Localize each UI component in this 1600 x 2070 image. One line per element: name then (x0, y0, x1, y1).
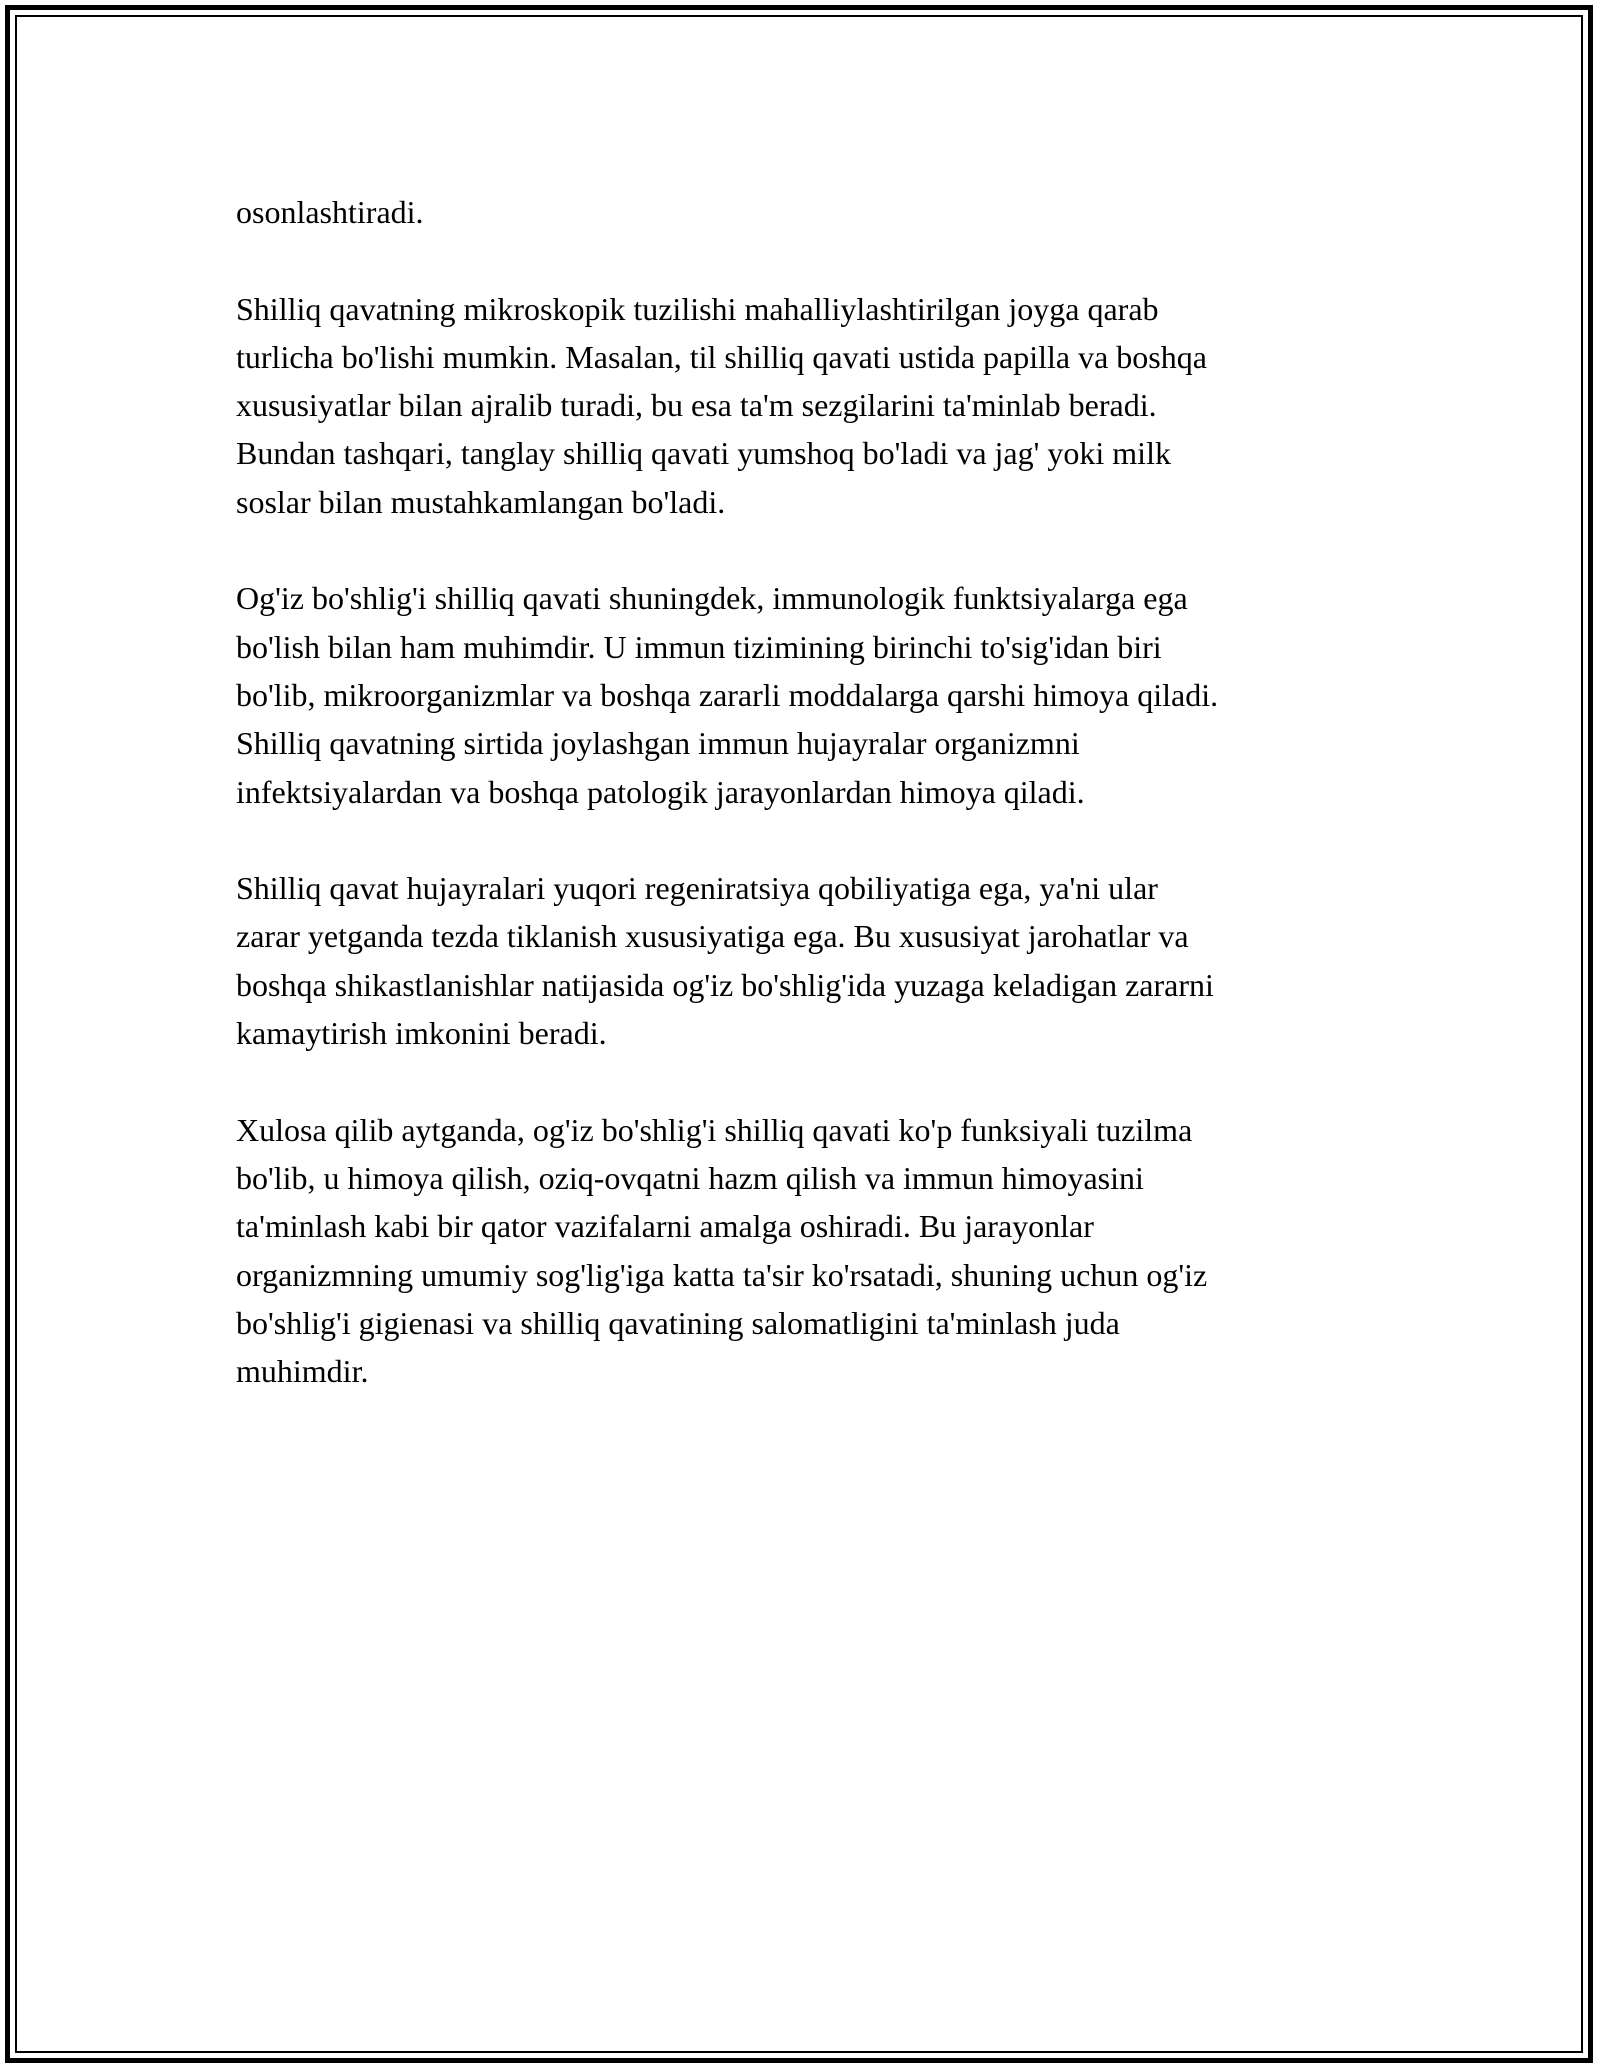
paragraph-regeneration: Shilliq qavat hujayralari yuqori regeniratsiya qobiliyatiga ega, ya'ni ular zarar yetganda tezda tiklanish xususiyatiga ega. Bu xususiyat jarohatlar va boshqa shikastlanishlar natijasida og'iz bo'shlig'ida yuzaga keladigan zararni kamaytirish imkonini beradi. (236, 870, 1214, 1052)
paragraph-continuation: osonlashtiradi. (236, 194, 424, 230)
paragraph-conclusion: Xulosa qilib aytganda, og'iz bo'shlig'i shilliq qavati ko'p funksiyali tuzilma bo'lib, u himoya qilish, oziq-ovqatni hazm qilish va immun himoyasini ta'minlash kabi bir qator vazifalarni amalga oshiradi. Bu jarayonlar organizmning umumiy sog'lig'iga katta ta'sir ko'rsatadi, shuning uchun og'iz bo'shlig'i gigienasi va shilliq qavatining salomatligini ta'minlash juda muhimdir. (236, 1111, 1208, 1390)
document-body (236, 188, 1366, 1444)
paragraph-immunological-function: Og'iz bo'shlig'i shilliq qavati shuningdek, immunologik funktsiyalarga ega bo'lish bilan ham muhimdir. U immun tizimining birinchi to'sig'idan biri bo'lib, mikroorganizmlar va boshqa zararli moddalarga qarshi himoya qiladi. Shilliq qavatning sirtida joylashgan immun hujayralar organizmni infektsiyalardan va boshqa patologik jarayonlardan himoya qiladi. (236, 580, 1219, 810)
paragraph-microscopic-structure: Shilliq qavatning mikroskopik tuzilishi mahalliylashtirilgan joyga qarab turlicha bo'lishi mumkin. Masalan, til shilliq qavati ustida papilla va boshqa xususiyatlar bilan ajralib turadi, bu esa ta'm sezgilarini ta'minlab beradi. Bundan tashqari, tanglay shilliq qavati yumshoq bo'ladi va jag' yoki milk soslar bilan mustahkamlangan bo'ladi. (236, 290, 1207, 520)
